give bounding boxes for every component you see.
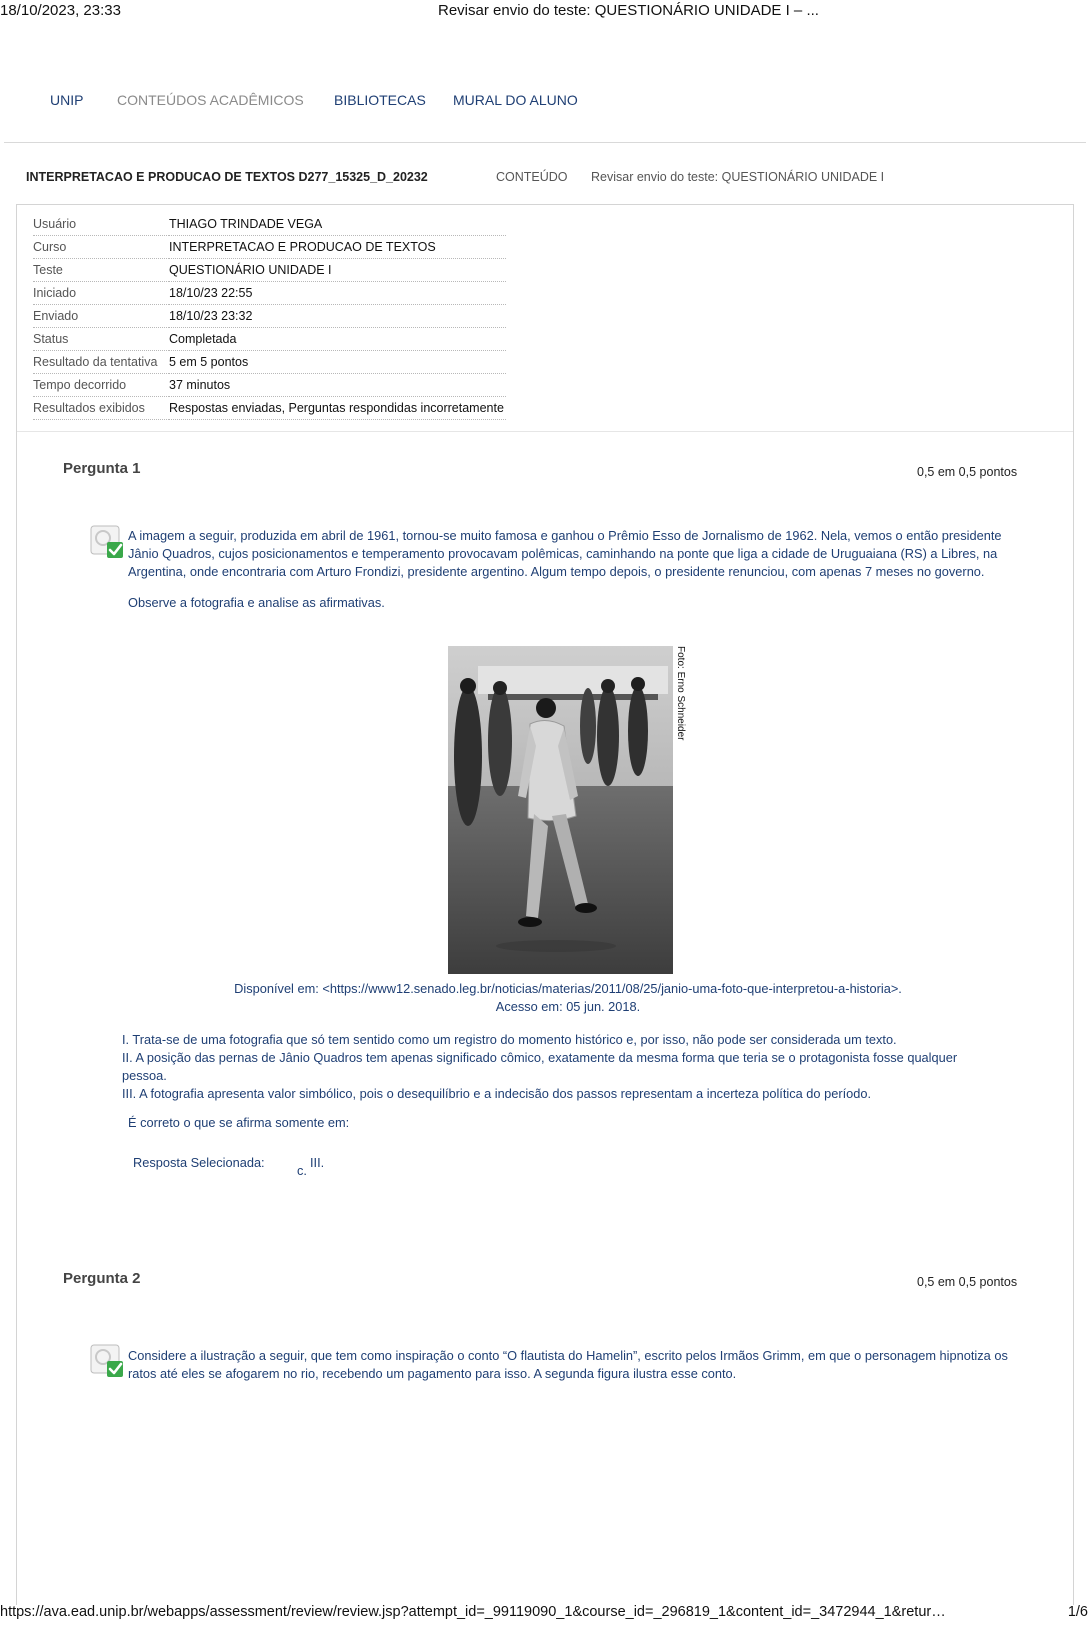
nav-divider (4, 142, 1086, 143)
attempt-info-table (33, 213, 506, 420)
info-value: Completada (169, 328, 506, 351)
question-2-intro-text: Considere a ilustração a seguir, que tem como inspiração o conto “O flautista do Hamelin”, escrito pelos Irmãos Grimm, em que o personagem hipnotiza os ratos até eles se afogarem no rio, recebendo um pagamento para isso. A segunda figura ilustra esse conto. (128, 1348, 1008, 1381)
nav-conteudos-academicos[interactable]: CONTEÚDOS ACADÊMICOS (117, 92, 304, 108)
question-2-points: 0,5 em 0,5 pontos (917, 1275, 1018, 1289)
historical-photo (448, 646, 674, 974)
info-label: Status (33, 328, 169, 351)
question-1-prompt: É correto o que se afirma somente em: (128, 1115, 350, 1130)
info-label: Resultado da tentativa (33, 351, 169, 374)
photo-credit: Foto: Erno Schneider (675, 646, 686, 741)
info-row (33, 351, 506, 374)
info-value: 18/10/23 23:32 (169, 305, 506, 328)
question-2-title: Pergunta 2 (63, 1270, 141, 1287)
info-value: Respostas enviadas, Perguntas respondidas incorretamente (169, 397, 506, 420)
correct-answer-icon (90, 1344, 124, 1378)
info-row (33, 305, 506, 328)
question-1-intro-text: A imagem a seguir, produzida em abril de 1961, tornou-se muito famosa e ganhou o Prêmio Esso de Jornalismo de 1962. Nela, vemos o então presidente Jânio Quadros, cujos posicionamentos e temperamento provocavam polêmicas, caminhando na ponte que liga a cidade de Uruguaiana (RS) a Libres, na Argentina, onde encontraria com Arturo Frondizi, presidente argentino. Algum tempo depois, o presidente renunciou, com apenas 7 meses no governo. (128, 528, 1002, 579)
print-url: https://ava.ead.unip.br/webapps/assessment/review/review.jsp?attempt_id=_99119090_1&course_id=_296819_1&content_id=_3472944_1&retur… (0, 1604, 946, 1620)
info-label: Iniciado (33, 282, 169, 305)
caption-access-date: Acesso em: 05 jun. 2018. (495, 999, 641, 1014)
breadcrumb-course[interactable]: INTERPRETACAO E PRODUCAO DE TEXTOS D277_15325_D_20232 (26, 170, 428, 184)
info-row (33, 374, 506, 397)
info-label: Resultados exibidos (33, 397, 169, 420)
question-1-points: 0,5 em 0,5 pontos (917, 465, 1018, 479)
question-1-statements (122, 1031, 972, 1103)
info-label: Curso (33, 236, 169, 259)
info-row (33, 259, 506, 282)
info-value: 37 minutos (169, 374, 506, 397)
caption-source: Disponível em: <https://www12.senado.leg.br/noticias/materias/2011/08/25/janio-uma-foto-que-interpretou-a-historia>. (234, 981, 902, 996)
info-value: QUESTIONÁRIO UNIDADE I (169, 259, 506, 282)
info-label: Enviado (33, 305, 169, 328)
info-label: Tempo decorrido (33, 374, 169, 397)
breadcrumb-page: Revisar envio do teste: QUESTIONÁRIO UNIDADE I (591, 170, 885, 184)
nav-bibliotecas[interactable]: BIBLIOTECAS (334, 92, 426, 108)
question-1-observe: Observe a fotografia e analise as afirmativas. (128, 595, 385, 610)
question-1-title: Pergunta 1 (63, 460, 141, 477)
statement-1: I. Trata-se de uma fotografia que só tem sentido como um registro do momento histórico e, por isso, não pode ser considerada um texto. (122, 1032, 897, 1047)
info-label: Usuário (33, 213, 169, 236)
question-2-intro (128, 1347, 1008, 1383)
info-value: INTERPRETACAO E PRODUCAO DE TEXTOS (169, 236, 506, 259)
selected-answer-label: Resposta Selecionada: (133, 1155, 265, 1170)
statement-2: II. A posição das pernas de Jânio Quadros tem apenas significado cômico, exatamente da mesma forma que teria se o protagonista fosse qualquer pessoa. (122, 1050, 958, 1083)
selected-answer-value: III. (310, 1155, 325, 1170)
print-header (0, 2, 1090, 24)
nav-mural-do-aluno[interactable]: MURAL DO ALUNO (453, 92, 578, 108)
info-value: 5 em 5 pontos (169, 351, 506, 374)
selected-answer-letter: c. (297, 1163, 307, 1178)
info-label: Teste (33, 259, 169, 282)
info-divider (17, 431, 1073, 432)
info-value: 18/10/23 22:55 (169, 282, 506, 305)
correct-answer-icon (90, 525, 124, 559)
info-row (33, 397, 506, 420)
info-row (33, 213, 506, 236)
print-datetime: 18/10/2023, 23:33 (0, 2, 121, 19)
info-value: THIAGO TRINDADE VEGA (169, 213, 506, 236)
info-row (33, 328, 506, 351)
nav-unip[interactable]: UNIP (50, 92, 84, 108)
photo-credit-box (674, 646, 688, 766)
photo-caption (128, 980, 1008, 1016)
question-1-intro (128, 527, 1008, 612)
print-title: Revisar envio do teste: QUESTIONÁRIO UNIDADE I – ... (438, 2, 819, 19)
info-row (33, 236, 506, 259)
print-page-number: 1/6 (1067, 1604, 1088, 1620)
breadcrumb-section[interactable]: CONTEÚDO (496, 170, 568, 184)
statement-3: III. A fotografia apresenta valor simbólico, pois o desequilíbrio e a indecisão dos passos representam a incerteza política do período. (122, 1086, 872, 1101)
info-row (33, 282, 506, 305)
